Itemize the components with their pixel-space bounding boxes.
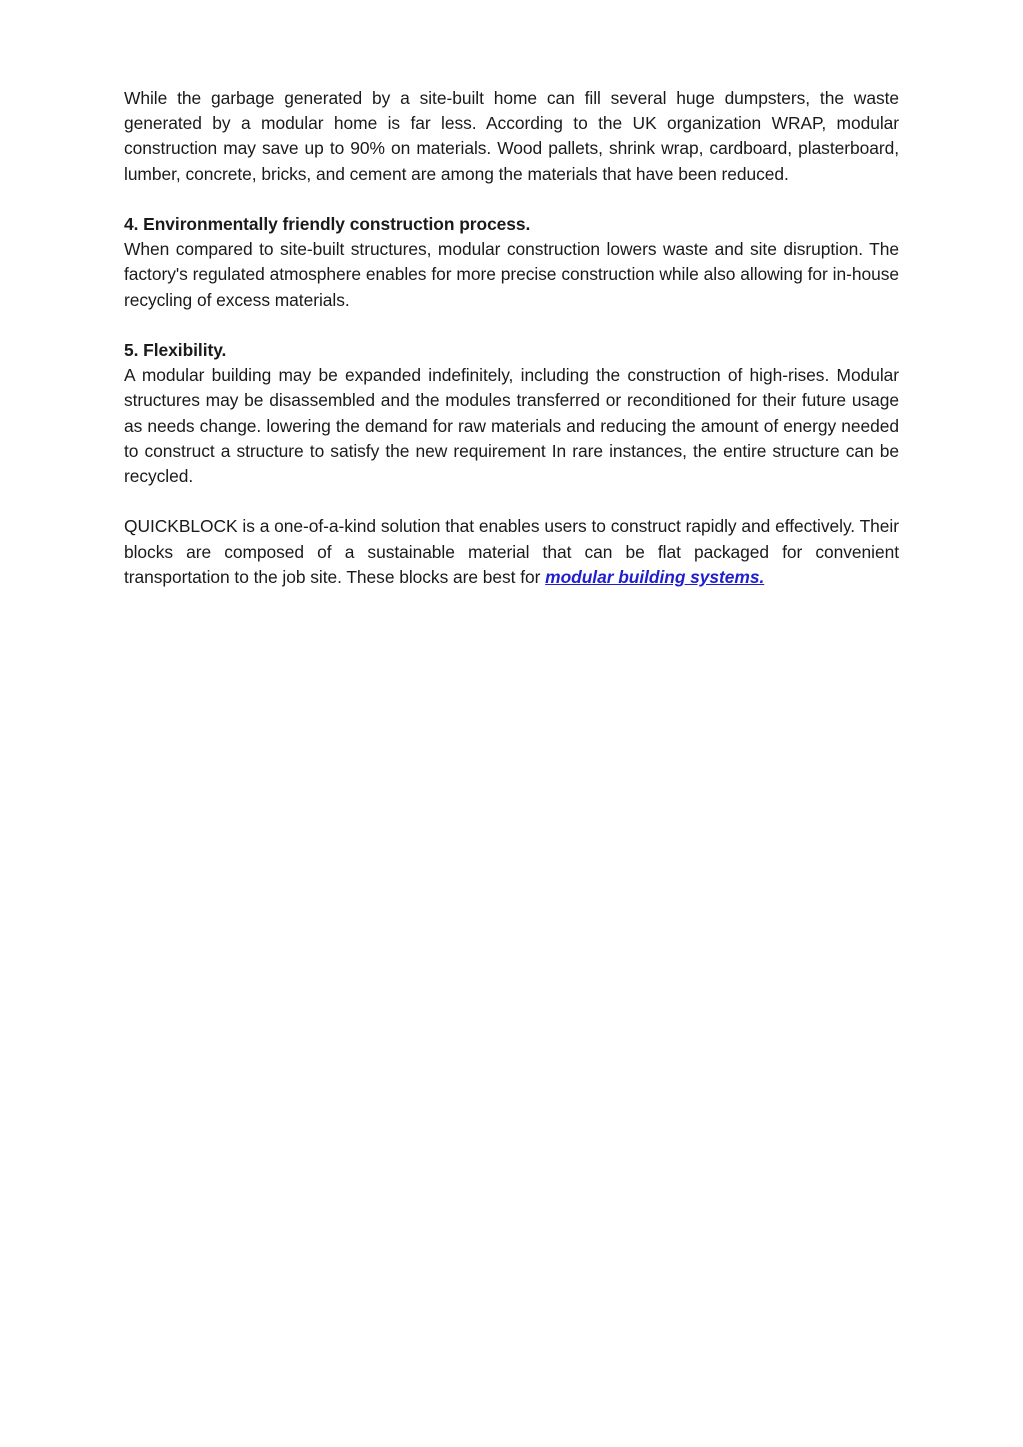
section-environment: [124, 212, 899, 313]
closing-text: QUICKBLOCK is a one-of-a-kind solution that enables users to construct rapidly and effectively. Their blocks are composed of a sustainable material that can be flat packaged for convenient transportation to the job site. These blocks are best for: [124, 516, 899, 587]
section-heading-flexibility: 5. Flexibility.: [124, 340, 227, 360]
section-body-environment: When compared to site-built structures, modular construction lowers waste and site disruption. The factory's regulated atmosphere enables for more precise construction while also allowing for in-house recycling of excess materials.: [124, 239, 899, 310]
paragraph-closing: [124, 514, 899, 590]
modular-building-systems-link[interactable]: modular building systems.: [545, 566, 765, 587]
paragraph-waste: While the garbage generated by a site-built home can fill several huge dumpsters, the waste generated by a modular home is far less. According to the UK organization WRAP, modular construction may save up to 90% on materials. Wood pallets, shrink wrap, cardboard, plasterboard, lumber, concrete, bricks, and cement are among the materials that have been reduced.: [124, 88, 899, 184]
section-heading-environment: 4. Environmentally friendly construction process.: [124, 214, 531, 234]
section-flexibility: [124, 338, 899, 489]
section-body-flexibility: A modular building may be expanded indefinitely, including the construction of high-rises. Modular structures may be disassembled and the modules transferred or reconditioned for their future usage as needs change. lowering the demand for raw materials and reducing the amount of energy needed to construct a structure to satisfy the new requirement In rare instances, the entire structure can be recycled.: [124, 365, 899, 487]
document-page: [124, 86, 899, 615]
